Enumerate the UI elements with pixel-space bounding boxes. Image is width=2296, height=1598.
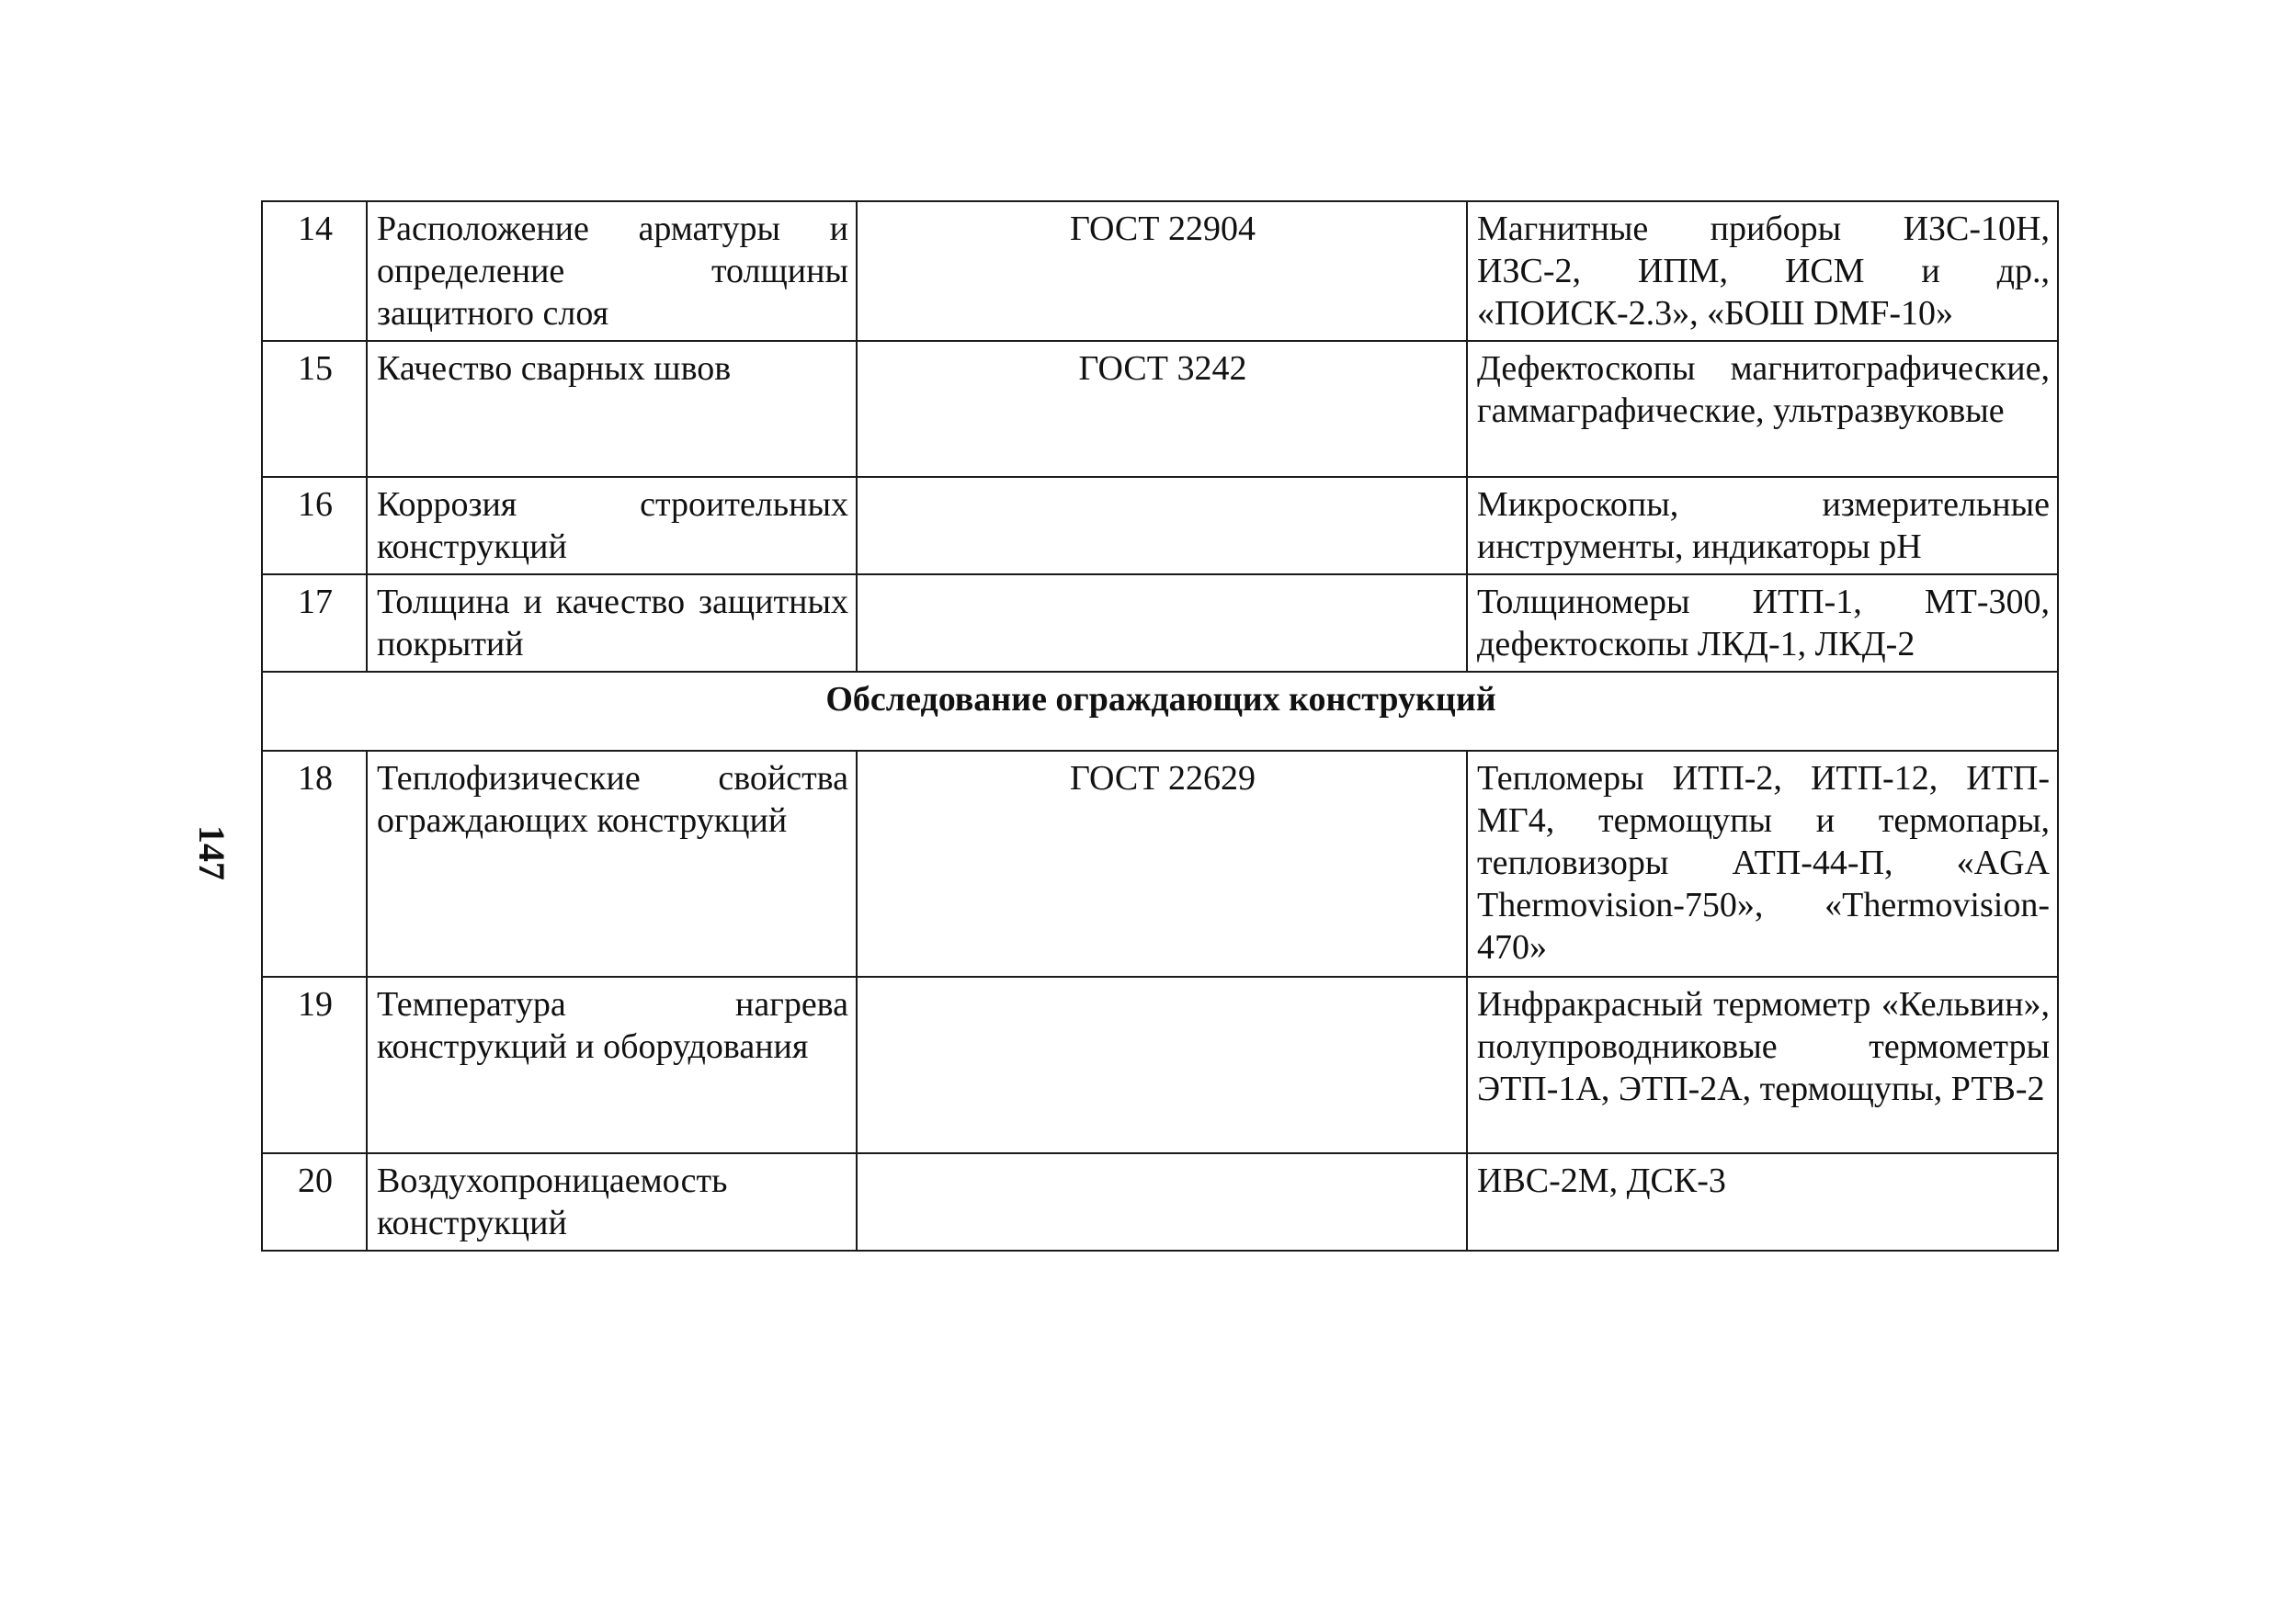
parameter-cell: Расположение арматуры и определение толщины защитного слоя: [367, 201, 857, 341]
standard-cell: [857, 477, 1467, 574]
parameter-cell: Качество сварных швов: [367, 341, 857, 477]
table-row: [262, 1153, 2058, 1251]
table-row: [262, 201, 2058, 341]
parameter-cell: Толщина и качество защитных покрытий: [367, 574, 857, 672]
table-row: [262, 977, 2058, 1153]
row-number: 14: [262, 201, 367, 341]
devices-cell: Магнитные приборы ИЗС-10Н, ИЗС-2, ИПМ, ИСМ и др., «ПОИСК-2.3», «БОШ DMF-10»: [1467, 201, 2058, 341]
standard-cell: [857, 977, 1467, 1153]
table-row: [262, 574, 2058, 672]
parameter-cell: Коррозия строительных конструкций: [367, 477, 857, 574]
devices-cell: Толщиномеры ИТП-1, МТ-300, дефектоскопы ЛКД-1, ЛКД-2: [1467, 574, 2058, 672]
section-title: Обследование ограждающих конструкций: [262, 672, 2058, 751]
table-row: [262, 477, 2058, 574]
devices-cell: Тепломеры ИТП-2, ИТП-12, ИТП-МГ4, термощупы и термопары, тепловизоры АТП-44-П, «AGA Thermovision-750», «Thermovision-470»: [1467, 751, 2058, 977]
standard-cell: [857, 574, 1467, 672]
table-row: [262, 341, 2058, 477]
parameter-cell: Теплофизические свойства ограждающих конструкций: [367, 751, 857, 977]
row-number: 18: [262, 751, 367, 977]
devices-cell: ИВС-2М, ДСК-3: [1467, 1153, 2058, 1251]
table-row: [262, 751, 2058, 977]
devices-cell: Инфракрасный термометр «Кельвин», полупроводниковые термометры ЭТП-1А, ЭТП-2А, термощупы, РТВ-2: [1467, 977, 2058, 1153]
standard-cell: ГОСТ 3242: [857, 341, 1467, 477]
row-number: 17: [262, 574, 367, 672]
row-number: 19: [262, 977, 367, 1153]
row-number: 20: [262, 1153, 367, 1251]
devices-cell: Микроскопы, измерительные инструменты, индикаторы pH: [1467, 477, 2058, 574]
standard-cell: [857, 1153, 1467, 1251]
inspection-methods-table: [261, 200, 2059, 1252]
row-number: 16: [262, 477, 367, 574]
standard-cell: ГОСТ 22629: [857, 751, 1467, 977]
section-header-row: [262, 672, 2058, 751]
devices-cell: Дефектоскопы магнитографические, гаммаграфические, ультразвуковые: [1467, 341, 2058, 477]
parameter-cell: Температура нагрева конструкций и оборудования: [367, 977, 857, 1153]
page-number: 147: [191, 825, 233, 880]
parameter-cell: Воздухопроницаемость конструкций: [367, 1153, 857, 1251]
row-number: 15: [262, 341, 367, 477]
standard-cell: ГОСТ 22904: [857, 201, 1467, 341]
